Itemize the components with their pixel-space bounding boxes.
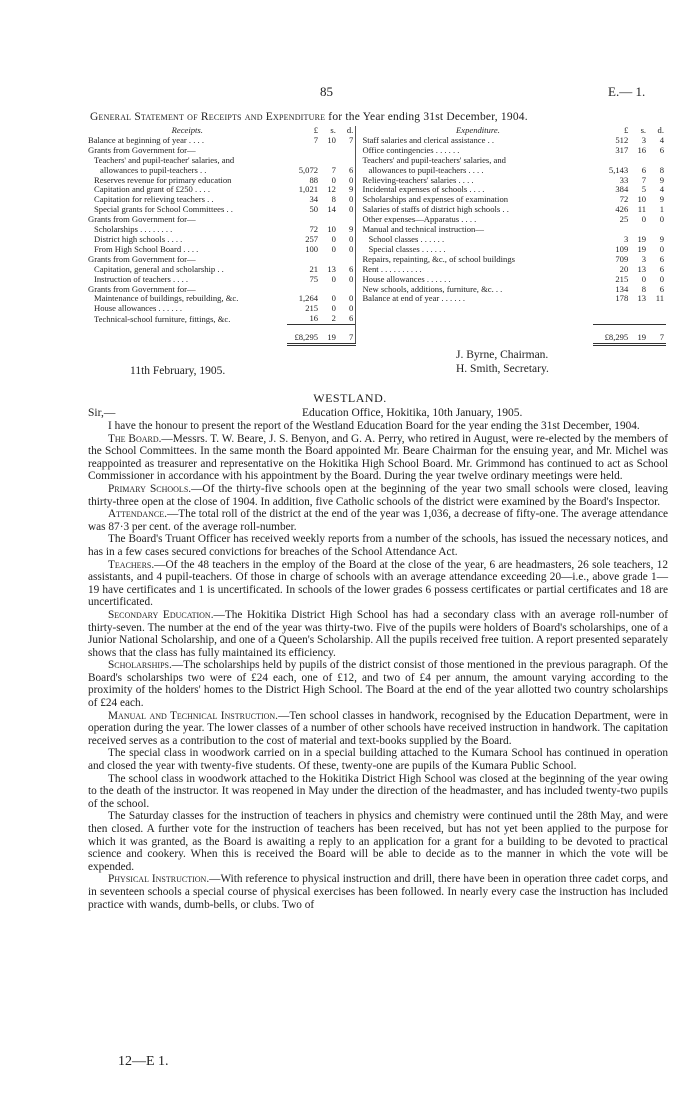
- receipt-label: Balance at beginning of year . . . .: [88, 135, 204, 145]
- receipt-label: District high schools . . . .: [94, 234, 183, 244]
- receipt-pence: 6: [338, 265, 356, 275]
- receipt-label: Scholarships . . . . . . . .: [94, 225, 173, 235]
- paragraph-text: Ten school classes in handwork, recognised by the Education Department, were in operation during the year. The lower classes of a number of other schools have received instruction in handwork. The capitation received serves as a contribution to the cost of material and text-books supplied by the Board.: [88, 709, 668, 747]
- expenditure-shillings: 0: [641, 215, 647, 225]
- receipt-shillings: [320, 255, 338, 265]
- expenditure-pence: 4: [659, 135, 664, 145]
- expenditure-shillings: 3: [641, 135, 647, 145]
- expenditure-pence: 6: [659, 284, 664, 294]
- gutter: [356, 156, 363, 166]
- gutter: [356, 176, 363, 186]
- table-body: [88, 126, 666, 345]
- paragraph-text: With reference to physical instruction and drill, there have been in operation three cadet corps, and in seventeen schools a special course of physical exercises has been followed. In nearly every case the instruction has included practice with wands, dumb-bells, or clubs. Two of: [88, 873, 668, 911]
- table-row: [88, 136, 666, 146]
- receipt-pounds: 215: [305, 304, 319, 314]
- gutter: [356, 126, 363, 136]
- expenditure-shillings: [630, 304, 648, 314]
- receipt-pounds: 100: [305, 244, 319, 254]
- expenditure-pounds: 109: [615, 244, 629, 254]
- receipt-pounds: 88: [309, 175, 319, 185]
- gutter: [356, 265, 363, 275]
- expenditure-shillings: 0: [641, 274, 647, 284]
- receipt-label: Special grants for School Committees . .: [94, 205, 233, 215]
- paragraph-text: Of the thirty-five schools open at the beginning of the year two small schools were closed, leaving thirty-three open at the close of 1904. In addition, five Catholic schools of the district were examined by the Board's Inspector.: [88, 482, 669, 508]
- receipt-label: Maintenance of buildings, rebuilding, &c.: [94, 294, 239, 304]
- table-row: [88, 265, 666, 275]
- receipt-pounds: [287, 215, 320, 225]
- expenditure-pounds: 178: [615, 294, 629, 304]
- paragraph-heading: Attendance.—: [108, 508, 179, 521]
- total-spacer: [88, 325, 287, 345]
- expenditure-pence: 9: [659, 175, 664, 185]
- report-paragraph: [88, 773, 668, 811]
- table-row: [88, 304, 666, 314]
- paragraph-heading: Secondary Education.—: [108, 608, 225, 621]
- gutter: [356, 275, 363, 285]
- receipt-pounds: 1,264: [298, 294, 319, 304]
- receipt-pence: [338, 146, 356, 156]
- expenditure-pence: 6: [659, 145, 664, 155]
- table-row: [88, 225, 666, 235]
- receipt-label: Technical-school furniture, fittings, &c.: [94, 314, 231, 324]
- receipt-pounds: 16: [309, 314, 319, 324]
- report-paragraph: [88, 609, 668, 659]
- paragraph-heading: Scholarships.—: [108, 659, 184, 672]
- receipt-pence: 9: [338, 185, 356, 195]
- paragraph-heading: The Board.—: [108, 432, 173, 445]
- receipt-label: Reserves revenue for primary education: [94, 175, 232, 185]
- expenditure-shillings: 10: [637, 195, 647, 205]
- receipt-shillings: [320, 285, 338, 295]
- gutter: [356, 304, 363, 314]
- receipt-pounds: [287, 156, 320, 166]
- receipt-shillings: 10: [327, 225, 336, 235]
- total-spacer: [362, 325, 593, 345]
- gutter: [356, 136, 363, 146]
- receipt-shillings: [320, 156, 338, 166]
- col-shillings: s.: [330, 126, 336, 135]
- col-shillings: s.: [640, 126, 647, 135]
- expenditure-pounds: [593, 156, 630, 166]
- receipt-label: House allowances . . . . . .: [94, 304, 183, 314]
- gutter: [356, 166, 363, 176]
- gutter: [356, 185, 363, 195]
- receipt-pence: 0: [338, 235, 356, 245]
- expenditure-label: allowances to pupil-teachers . . . .: [368, 165, 484, 175]
- gutter: [356, 314, 363, 324]
- expenditure-pence: [648, 156, 666, 166]
- expenditure-label: Other expenses—Apparatus . . . .: [362, 215, 477, 225]
- expenditure-label: New schools, additions, furniture, &c. . .: [362, 284, 503, 294]
- receipt-pounds: 5,072: [298, 165, 319, 175]
- table-row: [88, 314, 666, 324]
- gutter: [356, 285, 363, 295]
- receipts-expenditure-table: [88, 126, 666, 346]
- expenditure-shillings: [630, 156, 648, 166]
- expenditure-shillings: 13: [637, 294, 647, 304]
- receipt-pounds: 257: [305, 234, 319, 244]
- receipt-shillings: 10: [327, 135, 336, 145]
- report-paragraph: [88, 710, 668, 748]
- expenditure-pounds: 134: [615, 284, 629, 294]
- paragraph-text: The school class in woodwork attached to the Hokitika District High School was closed at the beginning of the year owing to the death of the instructor. It was reopened in May under the direction of the headmaster, and has included twenty-two pupils of the school.: [88, 772, 668, 810]
- receipt-shillings: 0: [331, 244, 336, 254]
- expenditure-pounds: 3: [623, 234, 629, 244]
- receipts-total-shillings: 19: [320, 325, 338, 345]
- receipt-shillings: 0: [331, 304, 336, 314]
- table-row: [88, 185, 666, 195]
- receipt-pence: [338, 156, 356, 166]
- receipt-label: Capitation, general and scholarship . .: [94, 264, 224, 274]
- table-row: [88, 294, 666, 304]
- gutter: [356, 205, 363, 215]
- signature-chairman: J. Byrne, Chairman.: [456, 349, 549, 361]
- receipt-pence: [338, 255, 356, 265]
- table-row: [88, 176, 666, 186]
- paragraph-heading: Primary Schools.—: [108, 482, 203, 495]
- col-pounds: £: [313, 126, 319, 135]
- report-paragraph: [88, 659, 668, 709]
- expenditure-pence: 0: [659, 274, 664, 284]
- receipt-shillings: 14: [327, 205, 336, 215]
- table-row: [88, 215, 666, 225]
- expenditure-pounds: 20: [619, 264, 629, 274]
- gutter: [356, 215, 363, 225]
- table-total-row: [88, 325, 666, 345]
- expenditure-shillings: 13: [637, 264, 647, 274]
- receipt-pence: 0: [338, 205, 356, 215]
- gutter: [356, 245, 363, 255]
- expenditure-pounds: 384: [615, 185, 629, 195]
- expenditure-pounds: [593, 314, 630, 324]
- report-paragraph: [88, 508, 668, 533]
- statement-date: 11th February, 1905.: [130, 365, 226, 377]
- receipt-pence: 6: [338, 166, 356, 176]
- receipt-label: Instruction of teachers . . . .: [94, 274, 189, 284]
- footer-reference: 12—E 1.: [118, 1054, 169, 1069]
- signature-secretary: H. Smith, Secretary.: [456, 363, 549, 375]
- salutation: Sir,—: [88, 407, 116, 419]
- paragraph-heading: Teachers.—: [108, 558, 166, 571]
- receipt-label: Grants from Government for—: [88, 284, 196, 294]
- expenditure-shillings: 7: [641, 175, 647, 185]
- expenditure-pounds: 512: [615, 135, 629, 145]
- expenditure-pounds: 317: [615, 145, 629, 155]
- expenditure-pence: [648, 304, 666, 314]
- expenditure-heading: Expenditure.: [456, 126, 500, 135]
- receipt-pounds: [287, 255, 320, 265]
- expenditure-pounds: 72: [619, 195, 629, 205]
- receipt-pounds: 7: [313, 135, 319, 145]
- receipt-pounds: 75: [309, 274, 319, 284]
- receipt-shillings: [320, 146, 338, 156]
- table-row: [88, 245, 666, 255]
- paragraph-text: The Saturday classes for the instruction of teachers in physics and chemistry were continued until the 28th May, and were then closed. A further vote for the instruction of teachers has been received, but has not yet been applied to the purpose for which it was granted, as the Board is awaiting a reply to an application for a grant for a building to be devoted to practical science and cookery. When this is received the Board will be able to decide as to the manner in which the vote will be expended.: [88, 810, 668, 873]
- gutter: [356, 195, 363, 205]
- receipt-pounds: [287, 285, 320, 295]
- receipt-label: Grants from Government for—: [88, 254, 196, 264]
- receipts-total-pence: 7: [338, 325, 356, 345]
- receipt-label: Grants from Government for—: [88, 215, 196, 225]
- expenditure-pence: 4: [659, 185, 664, 195]
- receipt-shillings: 7: [331, 165, 336, 175]
- statement-title-suffix: for the Year ending 31st December, 1904.: [325, 111, 528, 123]
- col-pence: d.: [338, 126, 356, 136]
- table-row: [88, 285, 666, 295]
- expenditure-shillings: 11: [637, 205, 647, 215]
- receipt-pence: 0: [338, 275, 356, 285]
- receipt-label: Capitation and grant of £250 . . . .: [94, 185, 210, 195]
- paragraph-text: The scholarships held by pupils of the district consist of those mentioned in the previous paragraph. Of the Board's scholarships two were of £24 each, one of £12, and two of £4 per annum, the amount varying according to the proximity of the holders' homes to the District High School. The Board at the end of the year allotted two country scholarships of £24 each.: [88, 659, 668, 710]
- office-dateline: Education Office, Hokitika, 10th January, 1905.: [302, 407, 523, 419]
- expenditure-pence: 11: [655, 294, 664, 304]
- expenditure-shillings: 8: [641, 284, 647, 294]
- receipt-pounds: [287, 146, 320, 156]
- receipt-shillings: 8: [331, 195, 336, 205]
- receipt-pence: 0: [338, 245, 356, 255]
- paragraph-text: Of the 48 teachers in the employ of the Board at the close of the year, 6 are headmasters, 26 sole teachers, 12 assistants, and 4 pupil-teachers. Of those in charge of schools with an average attendance exceeding 20—i.e., above grade 1—19 have certificates and 1 is uncertificated. In schools of the lower grades 6 possess certificates or partial certificates and 18 are uncertificated.: [88, 558, 668, 609]
- gutter: [356, 294, 363, 304]
- receipt-pence: [338, 285, 356, 295]
- receipt-label: Capitation for relieving teachers . .: [94, 195, 214, 205]
- table-row: [88, 146, 666, 156]
- receipt-pounds: 21: [309, 264, 319, 274]
- expenditure-total-shillings: 19: [630, 325, 648, 345]
- receipt-label: From High School Board . . . .: [94, 244, 199, 254]
- expenditure-pence: 1: [659, 205, 664, 215]
- receipt-shillings: 12: [327, 185, 336, 195]
- receipt-pence: 0: [338, 195, 356, 205]
- receipt-shillings: 0: [331, 294, 336, 304]
- expenditure-total-pounds: £8,295: [593, 325, 630, 345]
- table-row: [88, 235, 666, 245]
- receipt-pounds: 72: [309, 225, 319, 235]
- receipt-shillings: 2: [331, 314, 336, 324]
- receipt-label: allowances to pupil-teachers . .: [100, 165, 207, 175]
- expenditure-pence: [648, 225, 666, 235]
- receipt-label: Grants from Government for—: [88, 145, 196, 155]
- expenditure-label: [362, 304, 593, 314]
- expenditure-label: School classes . . . . . .: [368, 234, 445, 244]
- table-row: [88, 166, 666, 176]
- expenditure-pounds: 709: [615, 254, 629, 264]
- expenditure-label: Teachers' and pupil-teachers' salaries, and: [362, 155, 506, 165]
- receipt-pounds: 50: [309, 205, 319, 215]
- expenditure-shillings: 16: [637, 145, 647, 155]
- gutter: [356, 325, 363, 345]
- expenditure-shillings: 5: [641, 185, 647, 195]
- table-row: [88, 255, 666, 265]
- expenditure-pounds: 5,143: [608, 165, 629, 175]
- expenditure-shillings: [630, 225, 648, 235]
- receipt-pence: [338, 215, 356, 225]
- receipt-shillings: 0: [331, 175, 336, 185]
- expenditure-pence: 6: [659, 264, 664, 274]
- expenditure-label: Balance at end of year . . . . . .: [362, 294, 466, 304]
- expenditure-label: Repairs, repainting, &c., of school buildings: [362, 254, 515, 264]
- receipt-shillings: 0: [331, 274, 336, 284]
- expenditure-pounds: 25: [619, 215, 629, 225]
- expenditure-label: Incidental expenses of schools . . . .: [362, 185, 485, 195]
- expenditure-label: Office contingencies . . . . . .: [362, 145, 460, 155]
- receipts-heading: Receipts.: [171, 126, 203, 135]
- report-paragraph: [88, 559, 668, 609]
- report-body: [88, 420, 668, 911]
- report-paragraph: [88, 433, 668, 483]
- receipt-shillings: 0: [331, 234, 336, 244]
- paragraph-text: The Board's Truant Officer has received weekly reports from a number of the schools, has issued the necessary notices, and has in a few cases secured convictions for breaches of the School Attendance Act.: [88, 533, 668, 558]
- page-reference: E.— 1.: [608, 84, 646, 99]
- expenditure-shillings: [630, 314, 648, 324]
- expenditure-label: Scholarships and expenses of examination: [362, 195, 509, 205]
- paragraph-text: The special class in woodwork carried on in a special building attached to the Kumara School has continued in operation and closed the year with twenty-five students. Of these, twenty-one are pupils of the Kumara Public School.: [88, 747, 668, 773]
- expenditure-shillings: 6: [641, 165, 647, 175]
- expenditure-pounds: 215: [615, 274, 629, 284]
- paragraph-heading: Physical Instruction.—: [108, 873, 221, 886]
- receipt-shillings: 13: [327, 264, 336, 274]
- report-paragraph: [88, 533, 668, 558]
- table-row: [88, 195, 666, 205]
- expenditure-shillings: 19: [637, 244, 647, 254]
- gutter: [356, 235, 363, 245]
- report-paragraph: [88, 747, 668, 772]
- table-header-row: [88, 126, 666, 136]
- table-row: [88, 275, 666, 285]
- expenditure-label: [362, 314, 593, 324]
- col-pence: d.: [657, 126, 664, 135]
- section-title-westland: WESTLAND.: [313, 391, 387, 405]
- statement-title: [90, 111, 528, 123]
- expenditure-shillings: 3: [641, 254, 647, 264]
- expenditure-label: Salaries of staffs of district high schools . .: [362, 205, 509, 215]
- paragraph-text: The total roll of the district at the end of the year was 1,036, a decrease of fifty-one. The average attendance was 87·3 per cent. of the average roll-number.: [88, 508, 668, 533]
- report-paragraph: [88, 483, 668, 508]
- paragraph-text: I have the honour to present the report of the Westland Education Board for the year ending the 31st December, 1904.: [108, 420, 640, 432]
- receipt-label: Teachers' and pupil-teacher' salaries, and: [94, 155, 235, 165]
- expenditure-pence: 0: [659, 244, 664, 254]
- receipts-total-pounds: £8,295: [287, 325, 320, 345]
- col-pounds: £: [623, 126, 629, 135]
- receipt-pence: 0: [338, 294, 356, 304]
- expenditure-pence: 9: [659, 234, 664, 244]
- expenditure-pence: [648, 314, 666, 324]
- receipt-pounds: 34: [309, 195, 319, 205]
- receipt-pence: 6: [338, 314, 356, 324]
- expenditure-pence: 0: [659, 215, 664, 225]
- report-paragraph: [88, 420, 668, 433]
- expenditure-label: Relieving-teachers' salaries . . . .: [362, 175, 474, 185]
- report-paragraph: [88, 810, 668, 873]
- statement-title-prefix: General Statement of Receipts and Expenditure: [90, 111, 326, 123]
- gutter: [356, 225, 363, 235]
- expenditure-label: Staff salaries and clerical assistance . .: [362, 135, 495, 145]
- table-row: [88, 205, 666, 215]
- paragraph-heading: Manual and Technical Instruction.—: [108, 709, 290, 722]
- receipt-shillings: [320, 215, 338, 225]
- receipt-pence: 0: [338, 304, 356, 314]
- receipt-pence: 0: [338, 176, 356, 186]
- expenditure-pence: 6: [659, 254, 664, 264]
- table-row: [88, 156, 666, 166]
- expenditure-pounds: [593, 225, 630, 235]
- expenditure-pence: 8: [659, 165, 664, 175]
- page-number: 85: [320, 84, 333, 99]
- expenditure-label: Special classes . . . . . .: [368, 244, 446, 254]
- expenditure-shillings: 19: [637, 234, 647, 244]
- expenditure-pence: 9: [659, 195, 664, 205]
- receipt-pence: 9: [338, 225, 356, 235]
- receipt-pounds: 1,021: [298, 185, 319, 195]
- paragraph-text: Messrs. T. W. Beare, J. S. Benyon, and G. A. Perry, who retired in August, were re-elected by the members of the School Committees. In the same month the Board appointed Mr. Beare Chairman for the ensuing year, and Mr. Michel was reappointed as treasurer and representative on the Hokitika High School Board. Mr. Grimmond has continued to act as School Commissioner in accordance with his appointment by the Board. During the year twelve ordinary meetings were held.: [88, 432, 668, 483]
- gutter: [356, 146, 363, 156]
- receipt-pence: 7: [338, 136, 356, 146]
- expenditure-label: House allowances . . . . . .: [362, 274, 451, 284]
- expenditure-pounds: 426: [615, 205, 629, 215]
- expenditure-label: Manual and technical instruction—: [362, 225, 484, 235]
- expenditure-pounds: [593, 304, 630, 314]
- expenditure-total-pence: 7: [648, 325, 666, 345]
- report-paragraph: [88, 873, 668, 911]
- paragraph-text: The Hokitika District High School has had a secondary class with an average roll-number of thirty-seven. The number at the end of the year was thirty-two. Five of the pupils were holders of Board's scholarships, one of a Junior National Scholarship, and one of a Queen's Scholarship. All the pupils received free tuition. A report presented separately shows that the class has fully maintained its efficiency.: [88, 608, 668, 659]
- expenditure-pounds: 33: [619, 175, 629, 185]
- gutter: [356, 255, 363, 265]
- expenditure-label: Rent . . . . . . . . . .: [362, 264, 422, 274]
